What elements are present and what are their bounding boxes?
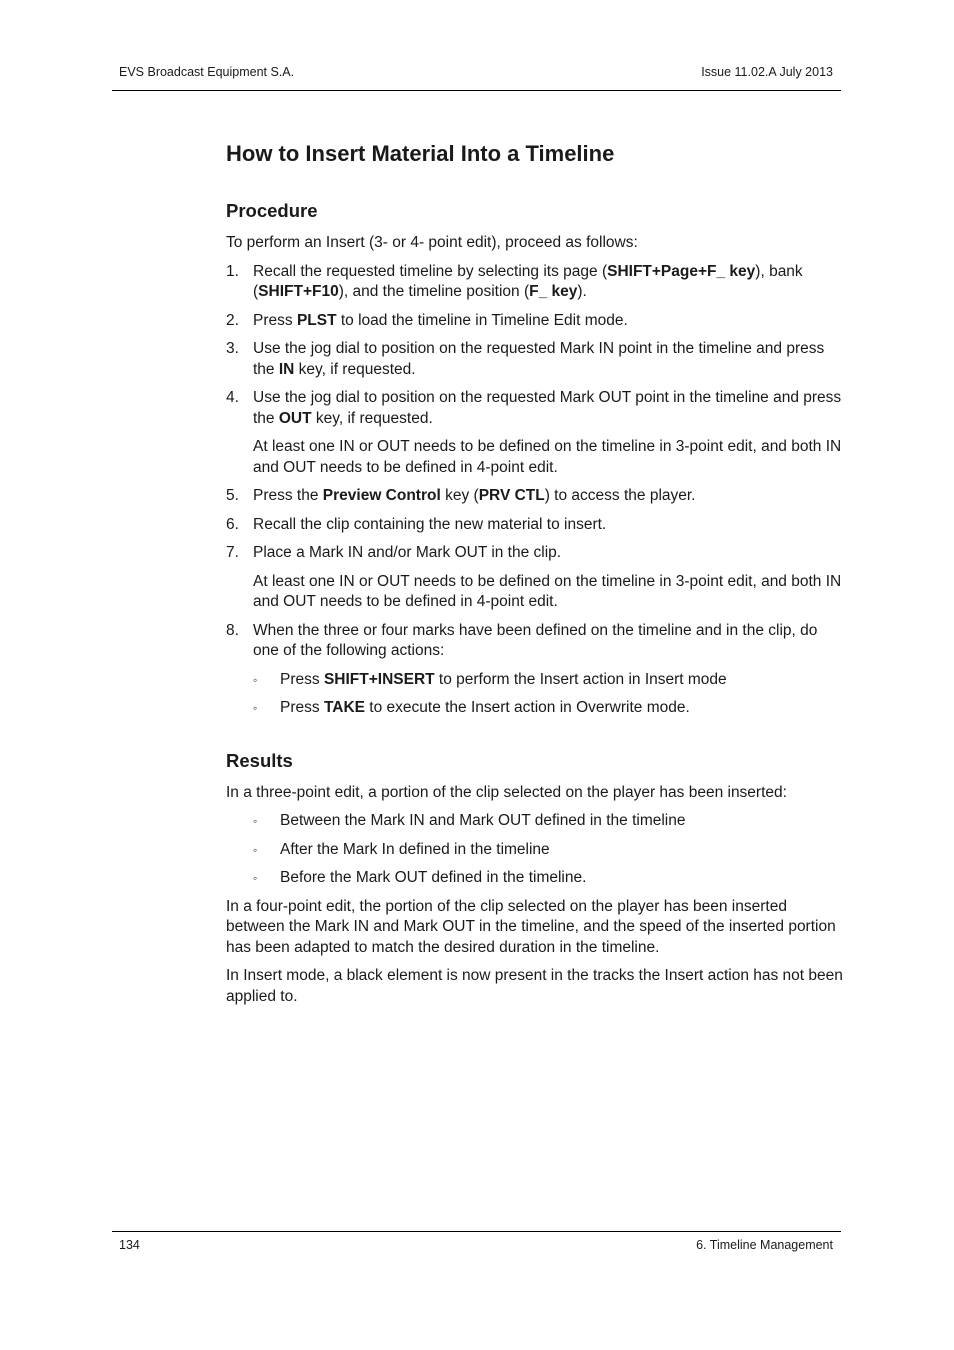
results-paragraph: In a four-point edit, the portion of the clip selected on the player has been inserted between the Mark IN and Mark OUT in the timeline, and the speed of the inserted portion has been adapted to match the desired duration in the timeline. xyxy=(226,897,836,956)
step-text: key, if requested. xyxy=(311,409,433,427)
item-text: Press xyxy=(280,670,324,688)
results-intro: In a three-point edit, a portion of the clip selected on the player has been inserted: xyxy=(226,783,787,801)
key-name: PLST xyxy=(296,311,337,329)
step-1 xyxy=(226,262,846,303)
step-6 xyxy=(226,515,846,536)
bullet-icon: ◦ xyxy=(253,814,258,828)
step-text: ), and the timeline position ( xyxy=(338,283,530,300)
key-name: SHIFT+F10 xyxy=(258,283,339,300)
bullet-icon: ◦ xyxy=(253,672,258,687)
step-text: ), bank ( xyxy=(253,262,803,300)
key-name: IN xyxy=(278,360,295,378)
page-title: How to Insert Material Into a Timeline xyxy=(226,141,615,166)
procedure-steps xyxy=(226,262,846,662)
step-number: 3. xyxy=(226,340,239,357)
procedure-intro: To perform an Insert (3- or 4- point edit), proceed as follows: xyxy=(226,234,638,251)
step-text: Use the jog dial to position on the requested Mark IN point in the timeline and press the xyxy=(253,340,825,378)
step-note: At least one IN or OUT needs to be defined on the timeline in 3-point edit, and both IN and OUT needs to be defined in 4-point edit. xyxy=(253,438,842,476)
list-item xyxy=(226,670,846,691)
list-item xyxy=(226,698,846,719)
item-text: Before the Mark OUT defined in the timeline. xyxy=(280,869,587,886)
step-2 xyxy=(226,311,846,332)
step-number: 2. xyxy=(226,311,239,329)
step-5 xyxy=(226,486,846,507)
footer-rule xyxy=(112,1231,841,1232)
bullet-icon: ◦ xyxy=(253,701,258,715)
key-name: F_ key xyxy=(529,283,578,300)
step-text: to load the timeline in Timeline Edit mode. xyxy=(336,311,628,329)
step-text: When the three or four marks have been defined on the timeline and in the clip, do one of the following actions: xyxy=(253,621,818,659)
step-text: Place a Mark IN and/or Mark OUT in the clip. xyxy=(253,544,562,561)
header-company: EVS Broadcast Equipment S.A. xyxy=(119,65,295,79)
bullet-icon: ◦ xyxy=(253,842,258,857)
action-list xyxy=(226,670,846,719)
step-number: 4. xyxy=(226,389,239,406)
list-item xyxy=(226,840,846,861)
step-number: 8. xyxy=(226,621,239,639)
header-issue: Issue 11.02.A July 2013 xyxy=(701,65,833,79)
list-item xyxy=(226,868,846,889)
bullet-icon: ◦ xyxy=(253,871,258,885)
key-name: SHIFT+Page+F_ key xyxy=(607,262,756,280)
item-text: Between the Mark IN and Mark OUT defined in the timeline xyxy=(280,812,686,829)
step-text: ) to access the player. xyxy=(544,487,696,504)
footer-section: 6. Timeline Management xyxy=(696,1238,833,1252)
key-name: Preview Control xyxy=(322,487,441,504)
results-paragraph: In Insert mode, a black element is now present in the tracks the Insert action has not been applied to. xyxy=(226,967,843,1005)
step-3 xyxy=(226,339,846,380)
step-note: At least one IN or OUT needs to be defined on the timeline in 3-point edit, and both IN and OUT needs to be defined in 4-point edit. xyxy=(253,572,842,610)
key-name: PRV CTL xyxy=(478,487,545,504)
step-text: Recall the requested timeline by selecting its page ( xyxy=(253,262,608,280)
item-text: Press xyxy=(280,699,324,716)
step-text: Press the xyxy=(253,487,323,504)
item-text: to perform the Insert action in Insert mode xyxy=(434,670,727,688)
results-heading: Results xyxy=(226,749,293,771)
item-text: to execute the Insert action in Overwrite mode. xyxy=(364,699,690,716)
key-name: SHIFT+INSERT xyxy=(323,670,435,688)
page-content xyxy=(226,140,846,1015)
step-text: key ( xyxy=(440,487,479,504)
step-number: 5. xyxy=(226,487,239,504)
step-4 xyxy=(226,388,846,478)
step-8 xyxy=(226,621,846,662)
results-list xyxy=(226,811,846,889)
step-number: 6. xyxy=(226,515,239,533)
step-text: Press xyxy=(253,311,297,329)
step-number: 7. xyxy=(226,544,239,561)
item-text: After the Mark In defined in the timeline xyxy=(280,840,550,858)
header-rule xyxy=(112,90,841,91)
step-text: ). xyxy=(577,283,587,300)
step-text: Use the jog dial to position on the requested Mark OUT point in the timeline and press the xyxy=(253,389,842,427)
step-text: Recall the clip containing the new material to insert. xyxy=(253,515,607,533)
key-name: TAKE xyxy=(323,699,365,716)
step-7 xyxy=(226,543,846,613)
procedure-heading: Procedure xyxy=(226,200,318,221)
step-text: key, if requested. xyxy=(294,360,416,378)
page-number: 134 xyxy=(119,1238,140,1252)
step-number: 1. xyxy=(226,262,239,280)
list-item xyxy=(226,811,846,832)
key-name: OUT xyxy=(278,409,312,427)
